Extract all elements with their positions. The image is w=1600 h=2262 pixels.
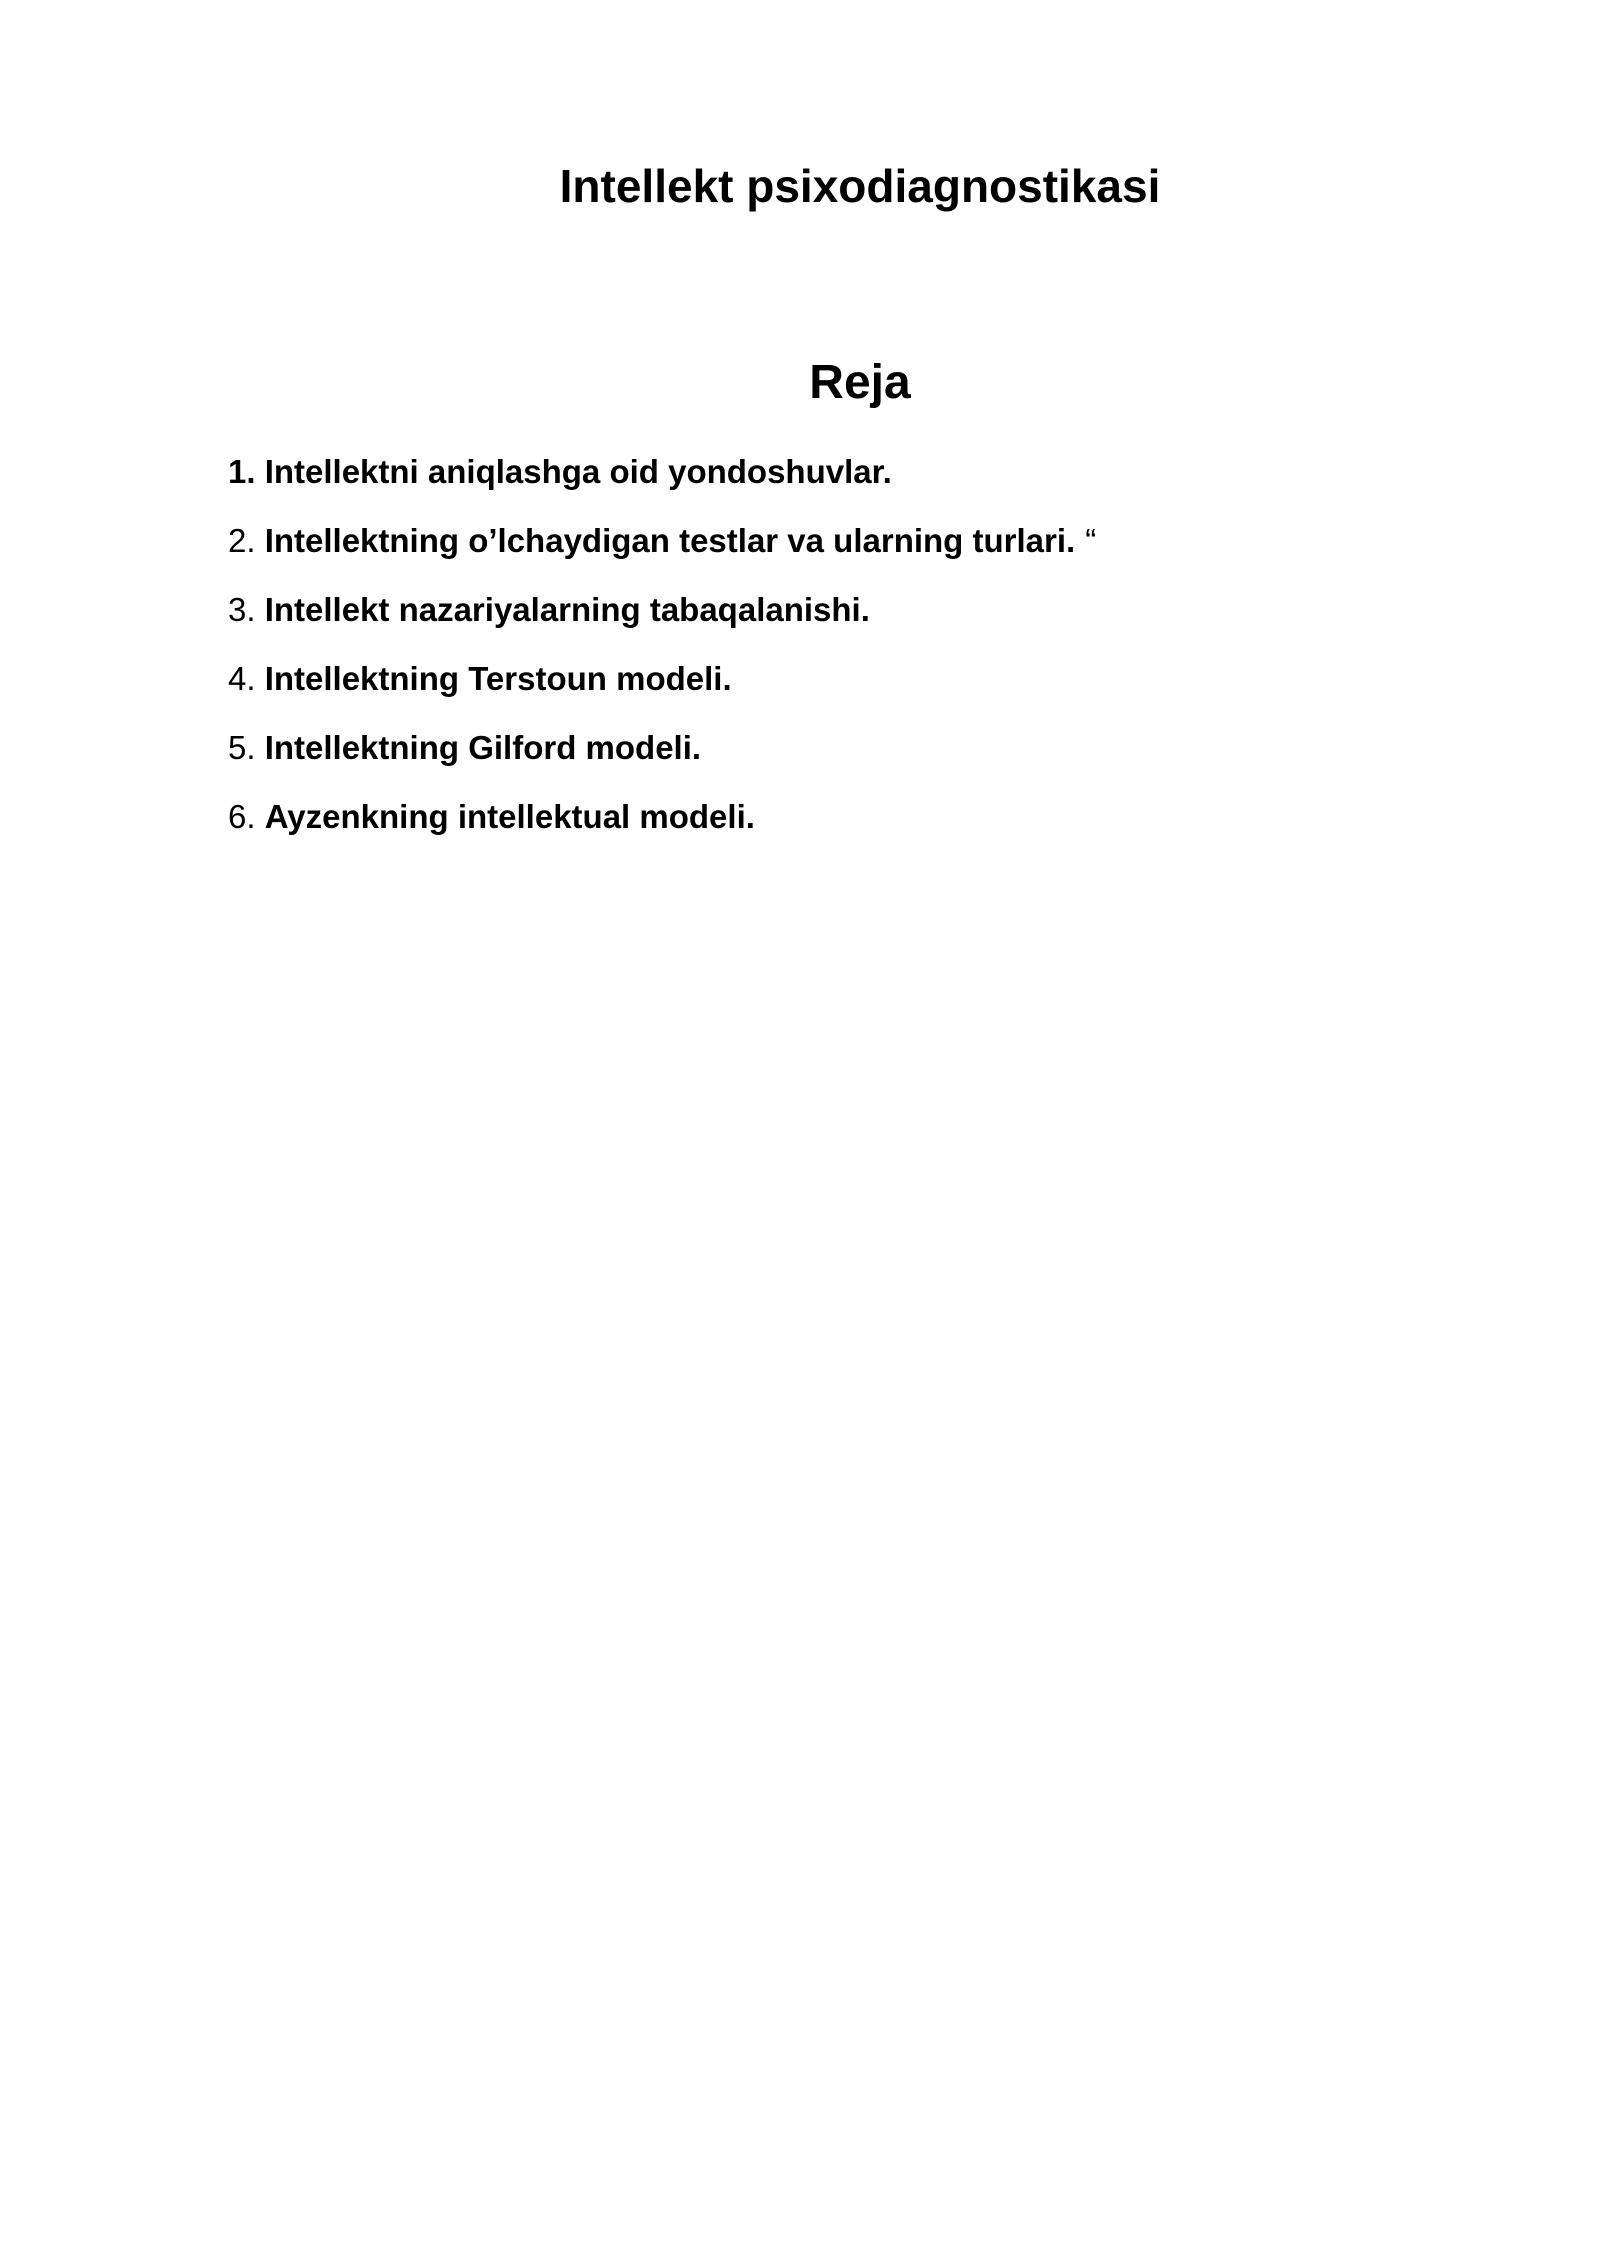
plan-item-number: 4. — [228, 660, 256, 697]
plan-item-1 — [228, 450, 1096, 519]
plan-item-number: 1. — [228, 453, 256, 490]
plan-item-number: 6. — [228, 798, 256, 835]
plan-item-6 — [228, 795, 1096, 864]
plan-item-number: 2. — [228, 522, 256, 559]
plan-item-text: Intellektni aniqlashga oid yondoshuvlar. — [264, 453, 892, 490]
plan-item-trailing-quote: “ — [1085, 522, 1097, 559]
plan-item-4 — [228, 657, 1096, 726]
plan-item-text: Intellektning Gilford modeli. — [264, 729, 702, 766]
plan-item-2 — [228, 519, 1096, 588]
plan-item-number: 3. — [228, 591, 256, 628]
plan-item-text: Intellektning Terstoun modeli. — [264, 660, 732, 697]
plan-item-text: Ayzenkning intellektual modeli. — [264, 798, 755, 835]
document-title: Intellekt psixodiagnostikasi — [559, 160, 1161, 212]
plan-item-3 — [228, 588, 1096, 657]
section-heading-reja: Reja — [809, 356, 911, 409]
plan-item-text: Intellekt nazariyalarning tabaqalanishi. — [264, 591, 870, 628]
plan-item-text: Intellektning o’lchaydigan testlar va ularning turlari. — [264, 522, 1076, 559]
plan-list — [228, 450, 1096, 864]
plan-item-number: 5. — [228, 729, 256, 766]
plan-item-5 — [228, 726, 1096, 795]
